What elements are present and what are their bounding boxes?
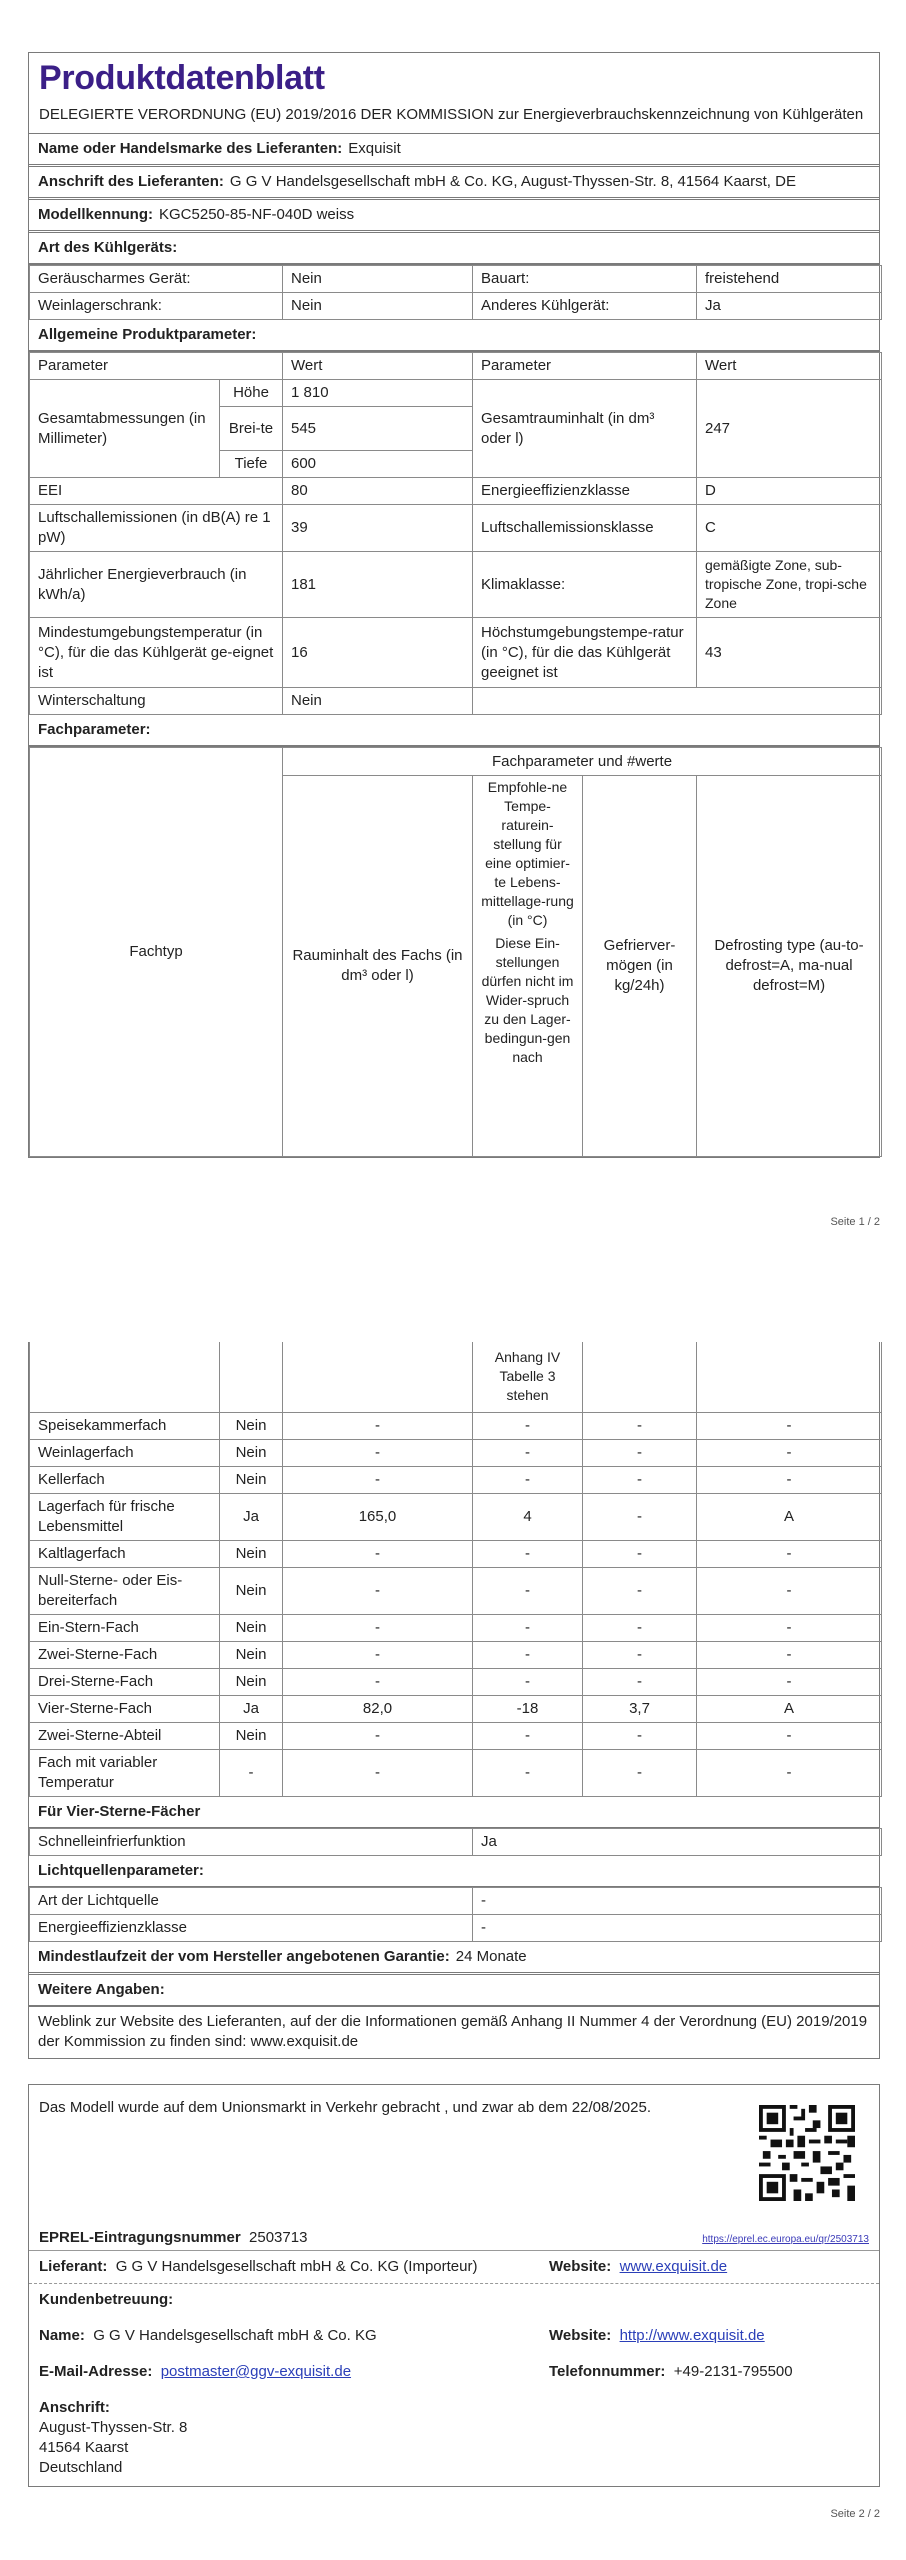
table-row: Speisekammerfach Nein - - - - xyxy=(30,1412,882,1439)
model-id-row: Modellkennung: KGC5250-85-NF-040D weiss xyxy=(29,200,879,233)
supplier-website-link[interactable]: www.exquisit.de xyxy=(619,2258,728,2275)
table-row: Brei-te 545 xyxy=(30,407,882,451)
table-row: Zwei-Sterne-Fach Nein - - - - xyxy=(30,1641,882,1668)
col-freezing-capacity: Gefrierver-mögen (in kg/24h) xyxy=(583,776,697,1157)
light-source-heading: Lichtquellenparameter: xyxy=(29,1856,879,1887)
page-title: Produktdatenblatt xyxy=(39,59,325,97)
col-defrosting-type: Defrosting type (au-to-defrost=A, ma-nual defrost=M) xyxy=(697,776,882,1157)
compartment-rows xyxy=(30,1412,882,1796)
page-2 xyxy=(28,1342,880,2059)
table-row: EEI 80 Energieeffizienzklasse D xyxy=(30,478,882,505)
table-row: Art der Lichtquelle - xyxy=(30,1887,882,1914)
col-recommended-temp: Empfohle-ne Tempe-raturein-stellung für eine optimier-te Lebens-mittellage-rung (in °C) Diese Ein-stellungen dürfen nicht im Wider-spruch zu den Lager-bedingun-gen nach xyxy=(473,776,583,1157)
table-row: Tiefe 600 xyxy=(30,451,882,478)
supplier-address-row: Anschrift des Lieferanten: G G V Handelsgesellschaft mbH & Co. KG, August-Thyssen-Str. 8, 41564 Kaarst, DE xyxy=(29,167,879,200)
appliance-type-table xyxy=(29,265,882,320)
dimensions-label: Gesamtabmessungen (in Millimeter) xyxy=(30,380,220,478)
warranty-row: Mindestlaufzeit der vom Hersteller angebotenen Garantie: 24 Monate xyxy=(29,1942,879,1975)
light-source-table xyxy=(29,1887,882,1942)
four-star-heading: Für Vier-Sterne-Fächer xyxy=(29,1797,879,1828)
further-info-heading: Weitere Angaben: xyxy=(29,1975,879,2007)
table-row: Drei-Sterne-Fach Nein - - - - xyxy=(30,1668,882,1695)
further-info-text: Weblink zur Website des Lieferanten, auf der die Informationen gemäß Anhang II Nummer 4 der Verordnung (EU) 2019/2019 der Kommission zu finden sind: www.exquisit.de xyxy=(38,2012,868,2050)
table-row: Energieeffizienzklasse - xyxy=(30,1914,882,1941)
page-number: Seite 2 / 2 xyxy=(830,2508,880,2520)
compartment-params-heading: Fachparameter: xyxy=(29,715,879,747)
compartment-header-table xyxy=(29,747,882,1157)
service-address: Anschrift: August-Thyssen-Str. 8 41564 Kaarst Deutschland xyxy=(39,2399,188,2476)
customer-service-heading: Kundenbetreuung: xyxy=(39,2291,174,2308)
supplier-row: Lieferant: G G V Handelsgesellschaft mbH & Co. KG (Importeur) Website: www.exquisit.de xyxy=(29,2251,879,2284)
table-row: Ein-Stern-Fach Nein - - - - xyxy=(30,1614,882,1641)
supplier-name-row: Name oder Handelsmarke des Lieferanten: Exquisit xyxy=(29,134,879,167)
page-1 xyxy=(28,52,880,1158)
service-name-row: Name: G G V Handelsgesellschaft mbH & Co. KG Website: http://www.exquisit.de xyxy=(39,2327,765,2344)
table-row: Luftschallemissionen (in dB(A) re 1 pW) 39 Luftschallemissionsklasse C xyxy=(30,505,882,552)
table-row: Jährlicher Energieverbrauch (in kWh/a) 181 Klimaklasse: gemäßigte Zone, sub-tropische Zone, tropi-sche Zone xyxy=(30,552,882,618)
table-row: Weinlagerfach Nein - - - - xyxy=(30,1439,882,1466)
table-row: Schnelleinfrierfunktion Ja xyxy=(30,1828,882,1855)
eprel-link[interactable]: https://eprel.ec.europa.eu/qr/2503713 xyxy=(702,2234,869,2245)
table-row: Gesamtabmessungen (in Millimeter) Höhe 1 810 Gesamtrauminhalt (in dm³ oder l) 247 xyxy=(30,380,882,407)
col-compartment-type: Fachtyp xyxy=(30,748,283,1157)
table-row: Kaltlagerfach Nein - - - - xyxy=(30,1540,882,1567)
footer-box xyxy=(28,2084,880,2487)
regulation-subtitle: DELEGIERTE VERORDNUNG (EU) 2019/2016 DER KOMMISSION zur Energieverbrauchskennzeichnung von Kühlgeräten xyxy=(29,100,879,134)
qr-code-icon[interactable] xyxy=(759,2105,855,2201)
service-contact-row: E-Mail-Adresse: postmaster@ggv-exquisit.de Telefonnummer: +49-2131-795500 xyxy=(39,2363,793,2380)
table-row: Kellerfach Nein - - - - xyxy=(30,1466,882,1493)
table-row: Vier-Sterne-Fach Ja 82,0 -18 3,7 A xyxy=(30,1695,882,1722)
appliance-type-heading: Art des Kühlgeräts: xyxy=(29,233,879,265)
eprel-row: EPREL-Eintragungsnummer 2503713 https://eprel.ec.europa.eu/qr/2503713 xyxy=(29,2225,879,2251)
page-number: Seite 1 / 2 xyxy=(830,1216,880,1228)
table-row: Lagerfach für frische Lebensmittel Ja 165,0 4 - A xyxy=(30,1493,882,1540)
table-row: Mindestumgebungstemperatur (in °C), für die das Kühlgerät ge-eignet ist 16 Höchstumgebungstempe-ratur (in °C), für die das Kühlgerät geeignet ist 43 xyxy=(30,618,882,688)
email-link[interactable]: postmaster@ggv-exquisit.de xyxy=(160,2363,352,2380)
table-row: Fach mit variabler Temperatur - - - - - xyxy=(30,1749,882,1796)
table-row: Winterschaltung Nein xyxy=(30,688,882,715)
market-intro: Das Modell wurde auf dem Unionsmarkt in Verkehr gebracht , und zwar ab dem 22/08/2025. xyxy=(29,2085,879,2225)
general-params-table xyxy=(29,352,882,715)
table-row: Zwei-Sterne-Abteil Nein - - - - xyxy=(30,1722,882,1749)
col-group-header: Fachparameter und #werte xyxy=(283,748,882,776)
service-website-link[interactable]: http://www.exquisit.de xyxy=(619,2327,765,2344)
general-params-heading: Allgemeine Produktparameter: xyxy=(29,320,879,352)
col-volume: Rauminhalt des Fachs (in dm³ oder l) xyxy=(283,776,473,1157)
compartment-table: Anhang IV Tabelle 3 stehen Speisekammerfach Nein - - - - Weinlagerfach Nein - - - - Kellerfach Nein - - - - Lagerfach für frische Lebensmittel Ja 165,0 4 - A Kaltlagerfach Nein - - - - Null-Sterne- oder Eis-bereiterfach Nein - - - - Ein-Stern-Fach Nein - - - - Zwei-Sterne-Fach Nein - - - - Drei-Sterne-Fach Nein - - - - Vier-Sterne-Fach Ja 82,0 -18 3,7 A Zwei-Sterne-Abteil Nein - - - - Fach mit variabler Temperatur - - - - - xyxy=(29,1342,882,1797)
table-row: Weinlagerschrank: Nein Anderes Kühlgerät: Ja xyxy=(30,293,882,320)
table-row: Geräuscharmes Gerät: Nein Bauart: freistehend xyxy=(30,266,882,293)
four-star-table xyxy=(29,1828,882,1856)
table-row: Null-Sterne- oder Eis-bereiterfach Nein - - - - xyxy=(30,1567,882,1614)
table-header-row: Parameter Wert Parameter Wert xyxy=(30,353,882,380)
